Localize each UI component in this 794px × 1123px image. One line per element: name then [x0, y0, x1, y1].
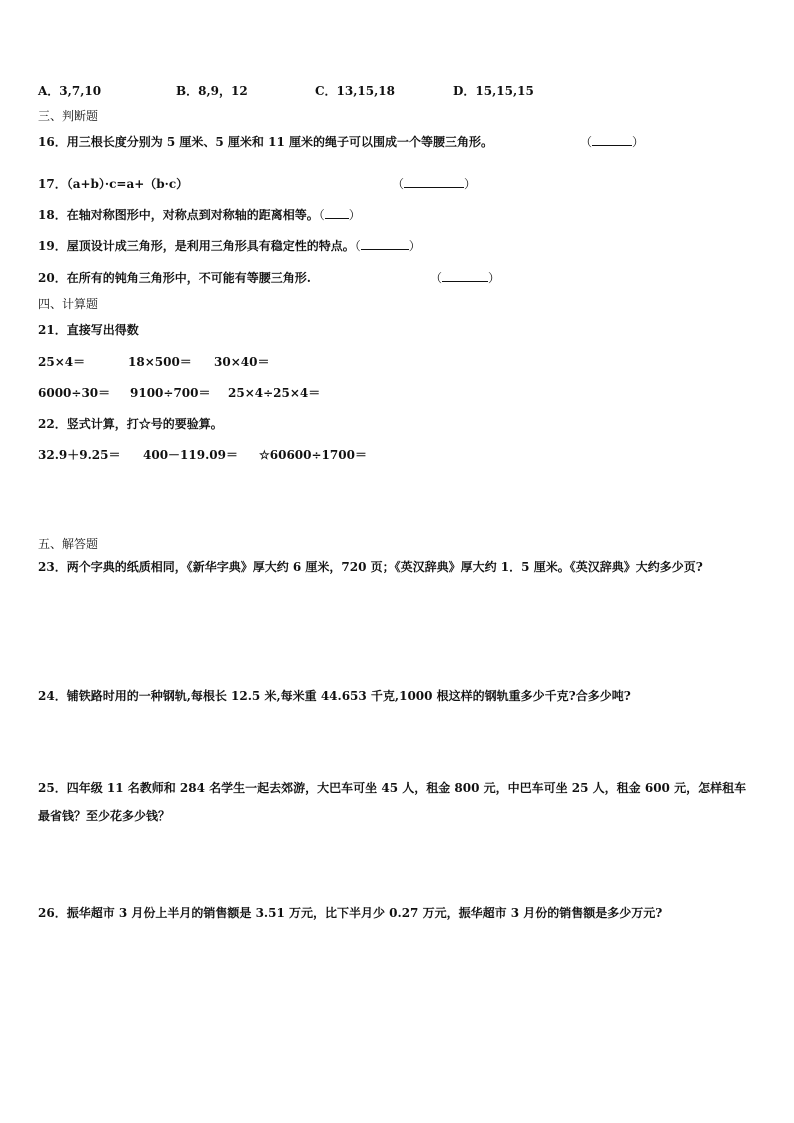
judge-17: [38, 176, 188, 192]
q21-item: 9100÷700＝: [130, 386, 211, 400]
judge-20-answer[interactable]: （ ）: [430, 271, 501, 285]
judge-18: 18．在轴对称图形中，对称点到对称轴的距离相等。（ ）: [38, 208, 361, 222]
question-23: 23．两个字典的纸质相同，《新华字典》厚大约 6 厘米，720 页；《英汉辞典》厚大约 1．5 厘米。《英汉辞典》大约多少页?: [38, 560, 703, 574]
judge-16-text: 16．用三根长度分别为 5 厘米、5 厘米和 11 厘米的绳子可以围成一个等腰三角形。: [38, 135, 493, 149]
option-c: C．13,15,18: [315, 84, 396, 98]
section-4-title: 四、计算题: [38, 297, 99, 311]
option-a: A．3,7,10: [38, 84, 102, 98]
q21-item: 30×40＝: [214, 355, 270, 369]
q22-title: 22．竖式计算，打☆号的要验算。: [38, 417, 223, 431]
judge-17-answer[interactable]: （ ）: [392, 177, 477, 191]
q21-item: 25×4÷25×4＝: [228, 386, 321, 400]
q21-item: 25×4＝: [38, 355, 86, 369]
answer-blank: [442, 270, 488, 282]
q21-item: 18×500＝: [128, 355, 192, 369]
judge-16-answer[interactable]: （ ）: [580, 135, 645, 149]
question-25: 25．四年级 11 名教师和 284 名学生一起去郊游，大巴车可坐 45 人，租金 800 元，中巴车可坐 25 人，租金 600 元，怎样租车最省钱？至少花多少钱？: [38, 781, 747, 823]
judge-17-text: 17．（a+b）·c=a+（b·c）: [38, 177, 189, 191]
judge-19: 19．屋顶设计成三角形，是利用三角形具有稳定性的特点。（ ）: [38, 239, 421, 253]
judge-20: [38, 270, 311, 286]
question-26: 26．振华超市 3 月份上半月的销售额是 3.51 万元，比下半月少 0.27 万元，振华超市 3 月份的销售额是多少万元?: [38, 906, 663, 920]
judge-20-text: 20．在所有的钝角三角形中，不可能有等腰三角形.: [38, 271, 311, 285]
section-3-title: 三、判断题: [38, 109, 99, 123]
answer-blank[interactable]: [361, 238, 409, 250]
option-b: B．8,9，12: [176, 84, 248, 98]
q21-item: 6000÷30＝: [38, 386, 111, 400]
answer-blank: [592, 134, 632, 146]
answer-blank[interactable]: [325, 207, 349, 219]
answer-blank: [404, 176, 464, 188]
judge-18-text: 18．在轴对称图形中，对称点到对称轴的距离相等。: [38, 208, 319, 222]
question-24: 24．铺铁路时用的一种钢轨,每根长 12.5 米,每米重 44.653 千克,1000 根这样的钢轨重多少千克?合多少吨?: [38, 689, 631, 703]
q22-item: 32.9＋9.25＝: [38, 448, 121, 462]
judge-19-text: 19．屋顶设计成三角形，是利用三角形具有稳定性的特点。: [38, 239, 355, 253]
q22-item: 400－119.09＝: [143, 448, 238, 462]
q22-item: ☆60600÷1700＝: [259, 448, 367, 462]
q21-title: 21．直接写出得数: [38, 323, 139, 337]
section-5-title: 五、解答题: [38, 537, 99, 551]
option-d: D．15,15,15: [453, 84, 534, 98]
judge-16: [38, 134, 493, 150]
